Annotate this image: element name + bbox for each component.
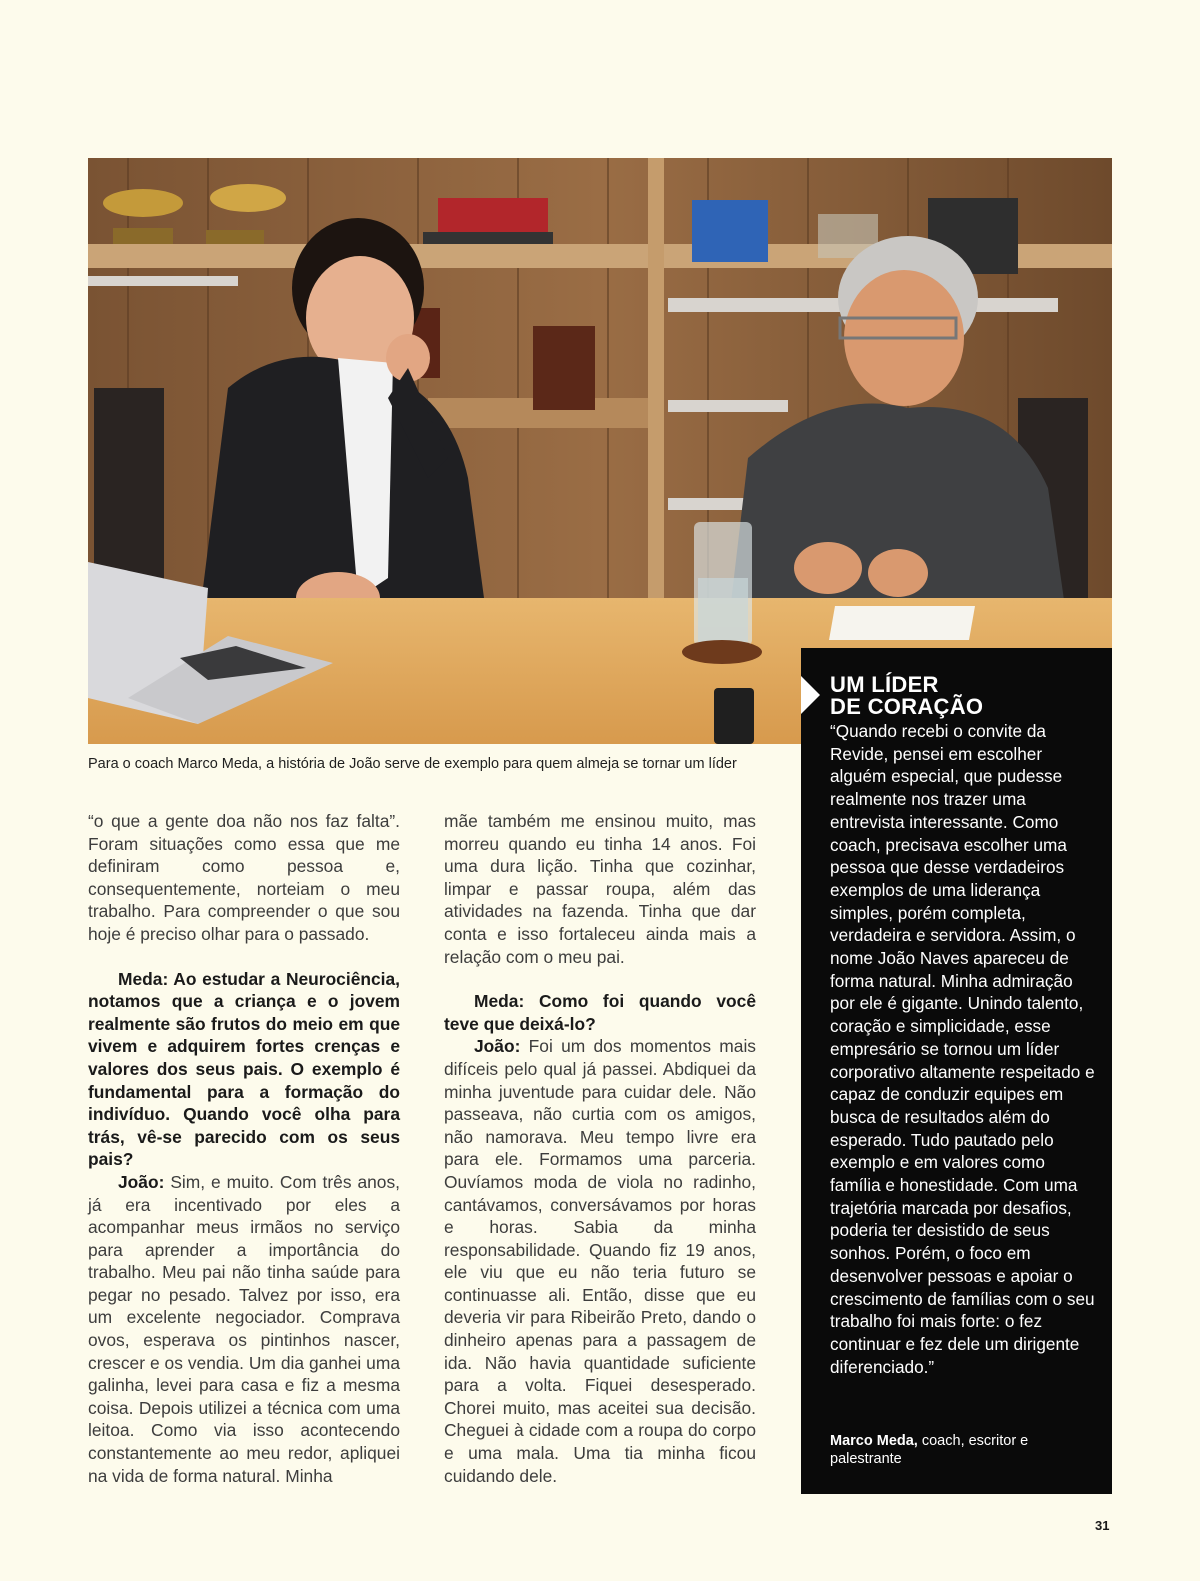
arrow-icon — [801, 676, 820, 714]
sidebar-title — [830, 674, 1100, 718]
sidebar-title-line2: DE CORAÇÃO — [830, 694, 984, 719]
paragraph: “o que a gente doa não nos faz falta”. Foram situações como essa que me definiram como pessoa e, consequentemente, norteiam o meu trabalho. Para compreender o que sou hoje é preciso olhar para o passado. — [88, 811, 400, 944]
paragraph: mãe também me ensinou muito, mas morreu quando eu tinha 14 anos. Foi uma dura lição. Tinha que cozinhar, limpar e passar roupa, além das atividades na fazenda. Tinha que dar conta e isso fortaleceu ainda mais a relação com o meu pai. — [444, 811, 756, 967]
interview-question: Meda: Como foi quando você teve que deixá-lo? — [444, 991, 756, 1034]
interview-answer — [444, 1035, 756, 1487]
article-column-1 — [88, 810, 400, 1487]
speaker-label: João: — [118, 1171, 165, 1192]
credit-role: coach, escritor e palestrante — [830, 1433, 1029, 1467]
answer-text: Sim, e muito. Com três anos, já era incentivado por eles a acompanhar meus irmãos no serviço para aprender a importância do trabalho. Meu pai não tinha saúde para pegar no pesado. Talvez por isso, era um excelente negociador. Comprava ovos, esperava os pintinhos nascer, crescer e os vendia. Um dia ganhei uma galinha, levei para casa e fiz a mesma coisa. Depois utilizei a técnica com uma leitoa. Como via isso acontecendo constantemente ao meu redor, apliquei na vida de forma natural. Minha — [88, 1171, 400, 1486]
interview-question: Meda: Ao estudar a Neurociência, notamos que a criança e o jovem realmente são frutos do meio em que vivem e adquirem fortes crenças e valores dos seus pais. O exemplo é fundamental para a formação do indivíduo. Quando você olha para trás, vê-se parecido com os seus pais? — [88, 968, 400, 1170]
speaker-label: João: — [474, 1036, 521, 1057]
sidebar-credit — [830, 1432, 1100, 1468]
sidebar-title-line1: UM LÍDER — [830, 672, 939, 697]
sidebar-quote: “Quando recebi o convite da Revide, pensei em escolher alguém especial, que pudesse realmente nos trazer uma entrevista interessante. Como coach, precisava escolher uma pessoa que desse verdadeiros exemplos de uma liderança simples, porém completa, verdadeira e servidora. Assim, o nome João Naves apareceu de forma natural. Minha admiração por ele é gigante. Unindo talento, coração e simplicidade, esse empresário se tornou um líder corporativo altamente respeitado e capaz de conduzir equipes em busca de resultados além do esperado. Tudo pautado pelo exemplo e em valores como família e honestidade. Com uma trajetória marcada por desafios, poderia ter desistido de seus sonhos. Porém, o foco em desenvolver pessoas e apoiar o crescimento de famílias com o seu trabalho foi mais forte: o fez continuar e fez dele um dirigente diferenciado.” — [830, 721, 1095, 1377]
page-number: 31 — [1095, 1518, 1110, 1533]
answer-text: Foi um dos momentos mais difíceis pelo qual já passei. Abdiquei da minha juventude para cuidar dele. Não passeava, não curtia com os amigos, não namorava. Meu tempo livre era para ele. Formamos uma parceria. Ouvíamos moda de viola no radinho, cantávamos, conversávamos por horas e horas. Sabia da minha responsabilidade. Quando fiz 19 anos, ele viu que eu não teria futuro se continuasse ali. Então, disse que eu deveria vir para Ribeirão Preto, dando o dinheiro apenas para a passagem de ida. Não havia quantidade suficiente para a volta. Fiquei desesperado. Chorei muito, mas aceitei sua decisão. Cheguei à cidade com a roupa do corpo e uma mala. Uma tia minha ficou cuidando dele. — [444, 1036, 756, 1486]
photo-caption: Para o coach Marco Meda, a história de João serve de exemplo para quem almeja se tornar um líder — [88, 756, 737, 772]
article-column-2 — [444, 810, 756, 1487]
interview-answer — [88, 1171, 400, 1487]
credit-name: Marco Meda, — [830, 1433, 918, 1449]
sidebar-box — [801, 648, 1112, 1494]
